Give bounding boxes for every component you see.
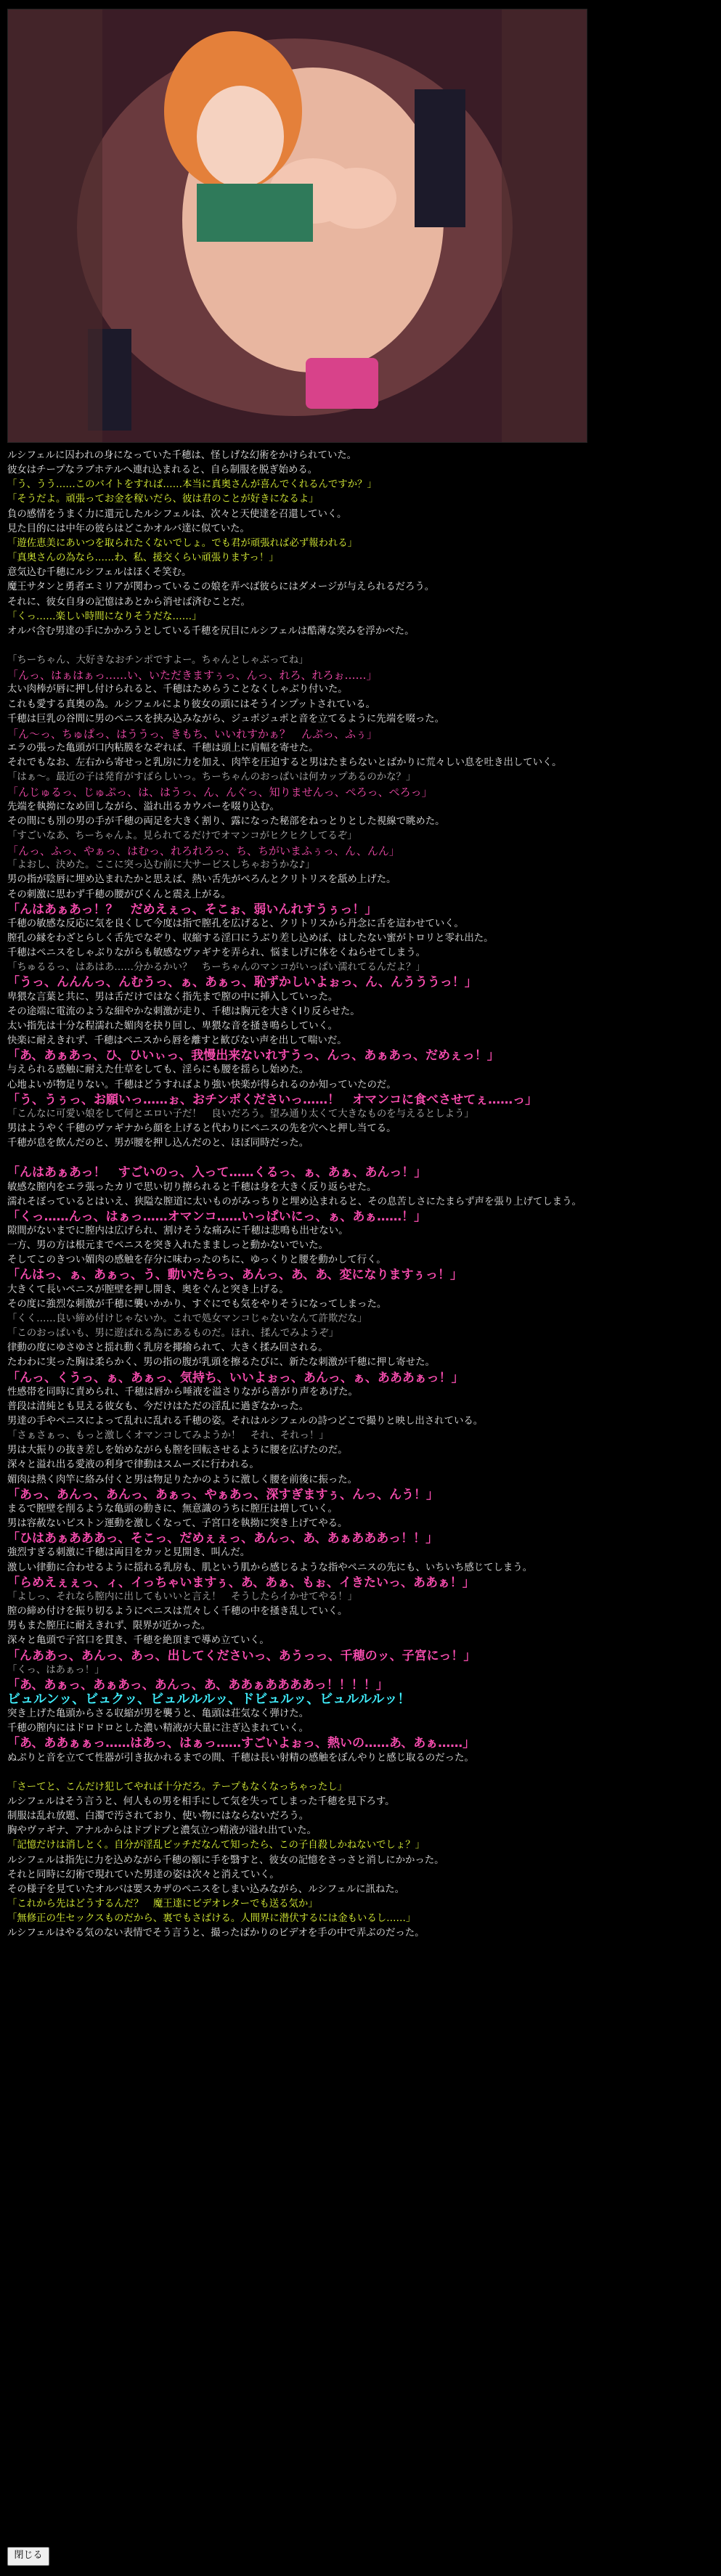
story-line: 先端を執拗になめ回しながら、溢れ出るカウパーを啜り込む。 [7,801,280,812]
story-line: その度に強烈な刺激が千穂に襲いかかり、すぐにでも気をやりそうになってしまった。 [7,1298,387,1310]
story-line: 男もまた膣圧に耐えきれず、限界が近かった。 [7,1621,211,1632]
story-line: これも愛する真奥の為。ルシフェルにより彼女の頭にはそうインプットされている。 [7,698,375,710]
story-line: その間にも別の男の手が千穂の両足を大きく割り、露になった秘部をねっとりとした視線で眺めた。 [7,815,445,827]
story-line: 男はようやく千穂のヴァギナから顔を上げると代わりにペニスの先を穴へと押し当てる。 [7,1123,396,1135]
story-line: 「記憶だけは消しとく。自分が淫乱ビッチだなんて知ったら、この子自殺しかねないでしょ？」 [7,1840,425,1851]
story-line: 突き上げた亀頭からさる収縮が男を襲うと、亀頭は荘気なく弾けた。 [7,1708,309,1720]
story-line: 濡れそぼっているとはいえ、狭隘な膣道に太いものがみっちりと埋め込まれると、その息苦しさにたまらず声を張り上げてしまう。 [7,1196,582,1207]
story-line: 「ひはあぁあああっ、そこっ、だめぇぇっ、あんっ、あ、あぁあああっ！！」 [7,1531,439,1546]
story-line: 太い指先は十分な程濡れた媚肉を抉り回し、卑猥な音を掻き鳴らしていく。 [7,1020,338,1032]
story-line: 男は容赦ないピストン運動を激しくなって、子宮口を執拗に突き上げてやる。 [7,1518,348,1530]
paragraph-gap [7,639,714,653]
story-line: 「んっ、くうっ、ぁ、あぁっ、気持ち、いいよぉっ、あんっ、ぁ、あああぁっ！」 [7,1370,464,1385]
story-line: 胸やヴァギナ、アナルからはドプドプと濃気立つ精液が溢れ出ていた。 [7,1825,317,1837]
story-line: 「遊佐恵美にあいつを取られたくないでしょ。でも君が頑張れば必ず報われる」 [7,537,358,549]
story-line: 「ちゅるるっ、はあはあ……分かるかい？ ちーちゃんのマンコがいっぱい濡れてるんだよ？」 [7,962,425,974]
story-line: 隙間がないまでに膣内は広げられ、割けそうな痛みに千穂は悲鳴も出せない。 [7,1225,349,1236]
story-line: 「んああっ、あんっ、あっ、出してくださいっ、あうっっ、千穂のッ、子宮にっ！」 [7,1648,476,1663]
story-line: 「よしっ、それなら膣内に出してもいいと言え！ そうしたらイかせてやる！」 [7,1591,358,1602]
story-line: 「う、うぅっ、お願いっ……ぉ、おチンポくださいっ……！ オマンコに食べさせてぇ……っ」 [7,1092,538,1107]
story-line: 見た目的には中年の彼らはどこかオルバ達に似ていた。 [7,523,250,534]
story-line: 千穂は巨乳の谷間に男のペニスを挟み込みながら、ジュポジュポと音を立てるように先端を啜った。 [7,713,445,725]
story-line: 「そうだよ。頑張ってお金を稼いだら、彼は君のことが好きになるよ」 [7,494,319,505]
story-line: 男は大振りの抜き差しを始めながらも膣を回転させるように腰を広げたのだ。 [7,1445,348,1456]
story-line: 普段は清純とも見える彼女も、今だけはただの淫乱に過ぎなかった。 [7,1401,309,1412]
story-line: 男達の手やペニスによって乱れに乱れる千穂の姿。それはルシフェルの詩つどこで撮りと映し出されている。 [7,1416,484,1427]
story-line: 心地よいが物足りない。千穂はどうすればより強い快楽が得られるのか知っていたのだ。 [7,1079,396,1091]
story-line: 「んじゅるっ、じゅぷっ、は、はうっ、ん、んぐっ、知りませんっ、ぺろっ、ぺろっ」 [7,786,433,799]
paragraph-gap [7,1766,714,1780]
story-line: 「くく……良い締め付けじゃないか。これで処女マンコじゃないなんて許欺だな」 [7,1313,367,1324]
event-illustration [7,9,587,443]
story-line: 魔王サタンと勇者エミリアが関わっているこの娘を弄べば彼らにはダメージが与えられるだろう。 [7,582,435,593]
story-line: ビュルンッ、ビュクッ、ビュルルルッ、ドビュルッ、ビュルルルッ！ [7,1692,411,1707]
story-line: それと同時に幻術で現れていた男達の姿は次々と消えていく。 [7,1869,280,1880]
story-line: 「あ、あぁあっ、ひ、ひいぃっ、我慢出来ないれすうっ、んっ、あぁあっ、だめぇっ！」 [7,1048,500,1064]
story-line: 強烈すぎる刺激に千穂は両目をカッと見開き、叫んだ。 [7,1547,250,1559]
story-line: 「あっ、あんっ、あんっ、あぁっ、やぁあっ、深すぎますぅ、んっ、んう！」 [7,1487,439,1502]
story-line: 「さぁさぁっ、もっと激しくオマンコしてみようか！ それ、それっ！」 [7,1430,329,1442]
story-line: 「無修正の生セックスものだから、裏でもさばける。人間界に潜伏するには金もいるし……」 [7,1913,416,1925]
story-line: 「んはっ、ぁ、あぁっ、う、動いたらっ、あんっ、あ、あ、変になりますぅっ！」 [7,1268,463,1283]
story-line: 制服は乱れ放題、白濁で汚されており、使い物にはならないだろう。 [7,1811,309,1822]
story-line: 「よおし、決めた。ここに突っ込む前に大サービスしちゃおうかな♪」 [7,860,315,871]
story-line: 「真奥さんの為なら……わ、私、援交くらい頑張りますっ！」 [7,553,279,564]
close-button[interactable]: 閉じる [7,2547,49,2566]
story-line: 男の指が陰唇に埋め込まれたかと思えば、熱い舌先がぺろんとクリトリスを舐め上げた。 [7,874,396,886]
story-line: 太い肉棒が唇に押し付けられると、千穂はためらうことなくしゃぶり付いた。 [7,684,348,696]
story-line: それでもなお、左右から寄せっと乳房に力を加え、肉竿を圧迫すると男はたまらないとばかりに荒々しい息を吐き出していく。 [7,757,562,769]
story-line: 「んはあぁあっ！ すごいのっ、入って……くるっ、ぁ、あぁ、あんっ！」 [7,1165,427,1181]
story-line: 激しい律動に合わせるように揺れる乳房も、肌という肌から感じるような指やペニスの先にも、いちいち感じてしまう。 [7,1562,533,1573]
story-line: 「くっ……んっ、はぁっ……オマンコ……いっぱいにっ、ぁ、あぁ……！」 [7,1209,427,1224]
story-line: 「これから先はどうするんだ？ 魔王達にビデオレターでも送る気か」 [7,1899,318,1909]
story-line: 「はぁ～。最近の子は発育がすばらしいっ。ちーちゃんのおっぱいは何カップあるのかな？」 [7,772,416,783]
illustration-drawing [8,9,587,442]
story-line: そしてこのきつい媚肉の感触を存分に味わったのちに、ゆっくりと腰を動かして行く。 [7,1255,386,1266]
story-line: 千穂はペニスをしゃぶりながらも敏感なヴァギナを弄られ、悩ましげに体をくねらせてしまう。 [7,947,426,959]
story-line: ルシフェルは指先に力を込めながら千穂の額に手を翳すと、彼女の記憶をさっさと消しにかかった。 [7,1854,444,1866]
story-line: 深々と亀頭で子宮口を貫き、千穂を絶頂まで導め立ていく。 [7,1635,269,1647]
story-line: 負の感情をうまく力に還元したルシフェルは、次々と天使達を召還していく。 [7,508,347,520]
story-line: 「ちーちゃん、大好きなおチンポですよー。ちゃんとしゃぶってね」 [7,655,309,667]
story-line: 媚肉は熱く肉竿に絡み付くと男は物足りたかのように激しく腰を前後に振った。 [7,1474,358,1485]
story-line: 膣の締め付けを振り切るようにペニスは荒々しく千穂の中を掻き乱していく。 [7,1606,348,1618]
story-line: たわわに実った胸は柔らかく、男の指の腹が乳頭を擦るたびに、新たな刺激が千穂に押し寄せた。 [7,1357,435,1369]
story-line: ルシフェルに囚われの身になっていた千穂は、怪しげな幻術をかけられていた。 [7,450,357,461]
story-line: エラの張った亀頭が口内粘膜をなぞれば、千穂は頭上に肩幅を寄せた。 [7,742,319,754]
story-line: 快楽に耐えきれず、千穂はペニスから唇を離すと歓びない声を出して喘いだ。 [7,1035,347,1047]
story-line: 一方、男の方は根元までペニスを突き入れたまましっと動かないでいた。 [7,1240,328,1252]
story-line: その様子を見ていたオルバは要スカザのペニスをしまい込みながら、ルシフェルに訊ねた。 [7,1883,405,1895]
story-line: 性感帯を同時に責められ、千穂は唇から唾液を溢さりながら善がり声をあげた。 [7,1386,358,1398]
story-line: 「このおっぱいも、男に遊ばれる為にあるものだ。ほれ、揉んでみようぞ」 [7,1328,339,1340]
story-line: 卑猥な言葉と共に、男は舌だけではなく指先まで膣の中に挿入していった。 [7,991,338,1003]
story-line: 与えられる感触に耐えた仕草をしても、淫らにも腰を揺らし始めた。 [7,1064,309,1076]
story-line: 彼女はチープなラブホテルへ連れ込まれると、自ら制服を脱ぎ始める。 [7,465,318,476]
story-line: 「くっ……楽しい時間になりそうだな……」 [7,611,202,622]
story-line: 「こんなに可愛い娘をして何とエロい子だ！ 良いだろう。望み通り太くて大きなものを与えるとしよう」 [7,1108,474,1120]
story-line: 千穂が息を飲んだのと、男が腰を押し込んだのと、ほぼ同時だった。 [7,1138,309,1149]
story-line: ルシフェルはそう言うと、何人もの男を相手にして気を失ってしまった千穂を見下ろす。 [7,1796,395,1807]
story-line: その途端に電流のような細やかな刺激が走り、千穂は胸元を大きくIり反らせた。 [7,1006,360,1017]
story-line: 「ん～っ、ちゅぱっ、はううっ、きもち、いいれすかぁ？ んぷっ、ふぅ」 [7,727,378,741]
story-line: 「すごいなあ、ちーちゃんよ。見られてるだけでオマンコがヒクヒクしてるぞ」 [7,830,357,841]
story-line: 「う、うう……このバイトをすれば……本当に真奥さんが喜んでくれるんですか？」 [7,479,377,491]
story-line: 大きくて長いペニスが膣壁を押し開き、奥をぐんと突き上げる。 [7,1284,289,1295]
page [7,0,714,1941]
story-line: 「あ、ああぁぁっ……はあっ、はぁっ……すごいよぉっ、熱いの……あ、あぁ……」 [7,1736,476,1751]
story-line: 「んっ、ふっ、やぁっ、はむっ、れろれろっ、ち、ちがいまふぅっ、ん、んん」 [7,844,400,858]
story-line: 「あ、あぁっ、あぁあっ、あんっ、あ、ああぁああああっ！！！！」 [7,1677,388,1692]
story-line: 「らめえぇぇっ、ィ、イっちゃいますぅ、あ、あぁ、もぉ、イきたいっ、ああぁ！」 [7,1575,475,1590]
story-line: 膣孔の縁をわざとらしく舌先でなぞり、収縮する淫口にうぶり差し込めば、はしたない蜜がトロリと零れ出た。 [7,933,494,944]
story-line: 敏感な膣内をエラ張ったカリで思い切り擦られると千穂は身を大きく反り返らせた。 [7,1181,377,1193]
story-line: 「んっ、はぁはぁっ……い、いただきますぅっ、んっ、れろ、れろぉ……」 [7,669,378,682]
paragraph-gap [7,1151,714,1165]
story-line: 千穂の膣内にはドロドロとした濃い精液が大量に注ぎ込まれていく。 [7,1723,309,1735]
story-line: ぬぷりと音を立てて性器が引き抜かれるまでの間、千穂は長い射精の感触をぼんやりと感じ取るのだった。 [7,1752,474,1764]
story-line: その刺激に思わず千穂の腰がびくんと震え上がる。 [7,889,231,900]
story-line: 「くっ、はあぁっ！」 [7,1664,105,1676]
story-line: ルシフェルはやる気のない表情でそう言うと、撮ったばかりのビデオを手の中で弄ぶのだった。 [7,1928,425,1939]
story-line: 意気込む千穂にルシフェルはほくそ笑む。 [7,567,192,579]
story-line: 律動の度にゆさゆさと揺れ動く乳房を揶揄られて、大きく揉み回される。 [7,1342,328,1354]
story-line: まるで膣壁を削るような亀頭の動きに、無意識のうちに膣圧は増していく。 [7,1503,338,1515]
story-line: 「さーてと、こんだけ犯してやれば十分だろ。テープもなくなっちゃったし」 [7,1781,347,1793]
story-text [7,449,714,1941]
story-line: 深々と溢れ出る愛液の利身で律動はスムーズに行われる。 [7,1459,259,1471]
story-line: それに、彼女自身の記憶はあとから消せば済むことだ。 [7,596,250,608]
story-line: 千穂の敏感な反応に気を良くして今度は指で膣孔を広げると、クリトリスから丹念に舌を這わせていく。 [7,918,464,929]
story-line: 「うっ、んんんっ、んむうっ、ぁ、あぁっ、恥ずかしいよぉっ、ん、んうううっ！」 [7,975,477,990]
story-line: 「んはあぁあっ！？ だめえぇっ、そこぉ、弱いんれすうぅっ！」 [7,902,378,917]
story-line: オルバ含む男達の手にかかろうとしている千穂を尻目にルシフェルは酷薄な笑みを浮かべた。 [7,625,415,637]
